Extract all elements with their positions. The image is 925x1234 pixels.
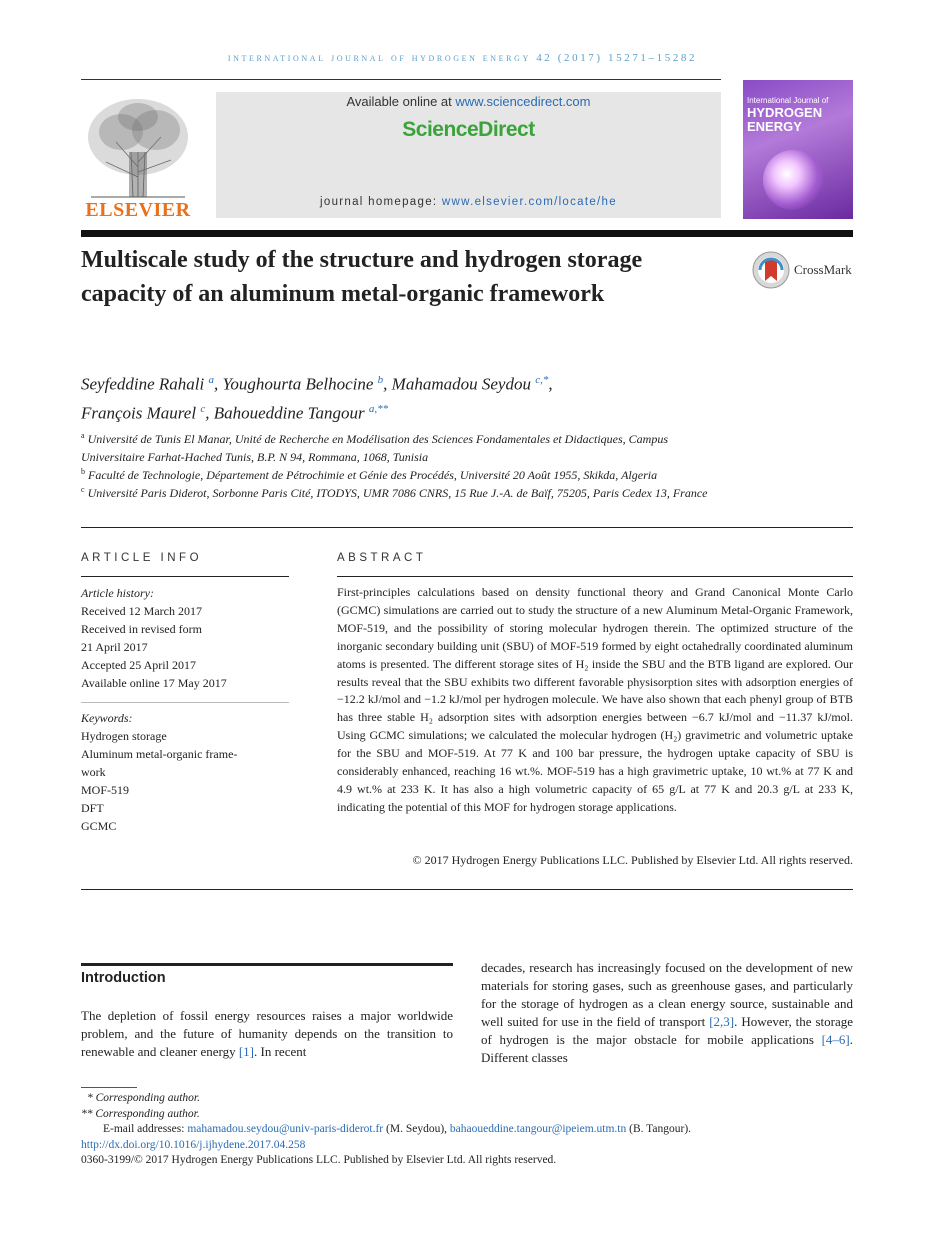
cover-glow-graphic xyxy=(763,150,823,210)
affiliation-divider xyxy=(81,527,853,528)
crossmark-icon xyxy=(752,251,790,289)
elsevier-wordmark: ELSEVIER xyxy=(85,199,191,221)
author-name: Youghourta Belhocine xyxy=(222,374,374,394)
available-prefix: Available online at xyxy=(346,94,456,109)
cover-title: HYDROGEN ENERGY xyxy=(747,105,823,134)
author-name: Seyfeddine Rahali xyxy=(81,374,205,394)
citation-link[interactable]: [1] xyxy=(238,1044,255,1059)
email-link-tangour[interactable]: bahaoueddine.tangour@ipeiem.utm.tn xyxy=(449,1123,627,1135)
header-rule xyxy=(81,79,721,80)
intro-text: . Different classes xyxy=(481,1032,853,1065)
email-owner: (M. Seydou), xyxy=(383,1123,450,1135)
article-info-heading: ARTICLE INFO xyxy=(81,552,203,564)
running-header: international journal of hydrogen energy 42 (2017) 15271–15282 xyxy=(227,52,698,64)
affiliation-key: b xyxy=(81,467,85,476)
abstract-rule xyxy=(337,576,853,577)
keyword-item: MOF-519 xyxy=(81,783,130,797)
sciencedirect-brand: ScienceDirect xyxy=(402,118,535,141)
author-name: Mahamadou Seydou xyxy=(391,374,531,394)
intro-text: . In recent xyxy=(254,1044,307,1059)
keyword-item: work xyxy=(81,765,106,779)
sciencedirect-link[interactable]: www.sciencedirect.com xyxy=(455,94,591,109)
introduction-heading: Introduction xyxy=(81,970,166,986)
affiliation-a xyxy=(81,427,731,466)
article-info-rule xyxy=(81,576,289,577)
email-owner: (B. Tangour). xyxy=(626,1123,692,1135)
affiliation-text: Faculté de Technologie, Département de Pétrochimie et Génie des Procédés, Université 20 Août 1955, Skikda, Algeria xyxy=(88,468,658,482)
affiliation-key: c xyxy=(81,485,85,494)
header-thick-rule xyxy=(81,230,853,237)
accepted-date: Accepted 25 April 2017 xyxy=(81,658,196,672)
citation-link[interactable]: [2,3] xyxy=(709,1014,735,1029)
keyword-item: Aluminum metal-organic frame- xyxy=(81,747,238,761)
citation-link[interactable]: [4–6] xyxy=(821,1032,850,1047)
online-date: Available online 17 May 2017 xyxy=(81,676,227,690)
crossmark-badge[interactable] xyxy=(752,251,854,289)
revised-line-1: Received in revised form xyxy=(81,622,202,636)
affiliation-c xyxy=(81,481,731,502)
author-name: Bahoueddine Tangour xyxy=(213,403,365,423)
abstract-heading: ABSTRACT xyxy=(337,552,427,564)
homepage-prefix: journal homepage: xyxy=(320,196,442,208)
sciencedirect-banner xyxy=(216,92,721,218)
author-affil-mark[interactable]: a xyxy=(208,374,214,386)
journal-homepage-line xyxy=(216,196,721,208)
keyword-item: GCMC xyxy=(81,819,117,833)
history-label: Article history: xyxy=(81,586,154,600)
footnote-rule xyxy=(81,1087,137,1088)
author-affil-mark[interactable]: c xyxy=(200,402,206,415)
keywords-block xyxy=(81,709,281,835)
keyword-item: Hydrogen storage xyxy=(81,729,167,743)
introduction-left-column xyxy=(81,1007,453,1061)
abstract-end-rule xyxy=(81,889,853,890)
abstract-text: First-principles calculations based on density functional theory and Grand Canonical Monte Carlo (GCMC) simulations are carried out to study the structure of a new Aluminum Metal-Organic Framework, MOF-519, and the possibility of storing molecular hydrogen therein. The optimized structure of the inorganic secondary building unit (SBU) of MOF-519 formed by eight octahedrally coordinated aluminum atoms is presented. The different storage sites of H₂ inside the SBU and the BTB ligand are explored. Our results reveal that the SBU exhibits two different favorable physisorption sites with adsorption energies of −12.2 kJ/mol and −1.2 kJ/mol per hydrogen molecule. We have also shown that each phenyl group of BTB has three stable H₂ adsorption sites with adsorption energies between −6.7 kJ/mol and −11.37 kJ/mol. Using GCMC simulations; we calculated the molecular hydrogen (H₂) gravimetric and volumetric uptake for the SBU and MOF-519. At 77 K and 100 bar pressure, the hydrogen uptake capacity of SBU is considerably enhanced, reaching 16 wt.%. MOF-519 has a high gravimetric uptake, 10 wt.% at 77 K and 4.9 wt.% at 233 K. It has also a high volumetric capacity of 65 g/L at 77 K and 20.3 g/L at 233 K, indicating the potential of this MOF for hydrogen storage applications. xyxy=(337,585,853,814)
crossmark-label: CrossMark xyxy=(794,262,852,277)
journal-homepage-link[interactable]: www.elsevier.com/locate/he xyxy=(441,196,617,208)
doi-link[interactable]: http://dx.doi.org/10.1016/j.ijhydene.2017.04.258 xyxy=(81,1138,306,1151)
issn-line: 0360-3199/© 2017 Hydrogen Energy Publications LLC. Published by Elsevier Ltd. All rights reserved. xyxy=(81,1154,557,1166)
email-line xyxy=(81,1122,853,1138)
author-name: François Maurel xyxy=(81,403,197,423)
article-history xyxy=(81,584,289,692)
corresponding-author-1: * Corresponding author. xyxy=(87,1092,200,1104)
intro-text: . However, the storage of hydrogen is the major obstacle for mobile applications xyxy=(481,1014,853,1047)
journal-cover xyxy=(743,80,853,219)
footnotes xyxy=(81,1091,853,1169)
author-list: Seyfeddine Rahali $^a$, Youghourta Belhocine $^b$, Mahamadou Seydou $^{c,*}$, François Maurel $^c$, Bahoueddine Tangour $^{a,**}$ xyxy=(81,374,553,423)
introduction-right-column xyxy=(481,959,853,1067)
author-affil-mark[interactable]: a,** xyxy=(368,402,389,415)
keywords-label: Keywords: xyxy=(81,711,133,725)
author-affil-mark[interactable]: b xyxy=(377,374,384,386)
revised-line-2: 21 April 2017 xyxy=(81,640,148,654)
email-link-seydou[interactable]: mahamadou.seydou@univ-paris-diderot.fr xyxy=(187,1123,384,1135)
affiliation-key: a xyxy=(81,431,85,440)
keyword-item: DFT xyxy=(81,801,104,815)
received-date: Received 12 March 2017 xyxy=(81,604,202,618)
available-online-line xyxy=(216,94,721,109)
intro-text: decades, research has increasingly focused on the development of new materials for storing gases, such as greenhouse gases, and particularly for the storage of hydrogen as a clean energy source, sustainable and well suited for use in the field of transport xyxy=(481,960,853,1029)
corresponding-author-2: ** Corresponding author. xyxy=(81,1107,200,1120)
keywords-rule xyxy=(81,702,289,703)
article-title: Multiscale study of the structure and hydrogen storage capacity of an aluminum metal-organic framework xyxy=(81,247,643,307)
abstract-copyright: © 2017 Hydrogen Energy Publications LLC. Published by Elsevier Ltd. All rights reserved. xyxy=(412,853,853,867)
affiliation-text: Université de Tunis El Manar, Unité de Recherche en Modélisation des Sciences Fondamentales et Didactiques, Campus Universitaire Farhat-Hached Tunis, B.P. N 94, Rommana, 1068, Tunisia xyxy=(81,432,668,464)
introduction-rule xyxy=(81,963,453,966)
affiliation-text: Université Paris Diderot, Sorbonne Paris Cité, ITODYS, UMR 7086 CNRS, 15 Rue J.-A. de Baïf, 75205, Paris Cedex 13, France xyxy=(87,486,708,500)
author-affil-mark[interactable]: c,* xyxy=(535,374,549,386)
intro-text: The depletion of fossil energy resources raises a major worldwide problem, and the future of humanity depends on the transition to renewable and cleaner energy xyxy=(81,1008,453,1059)
email-label: E-mail addresses: xyxy=(103,1123,188,1135)
cover-journal-line: International Journal of xyxy=(747,96,829,105)
